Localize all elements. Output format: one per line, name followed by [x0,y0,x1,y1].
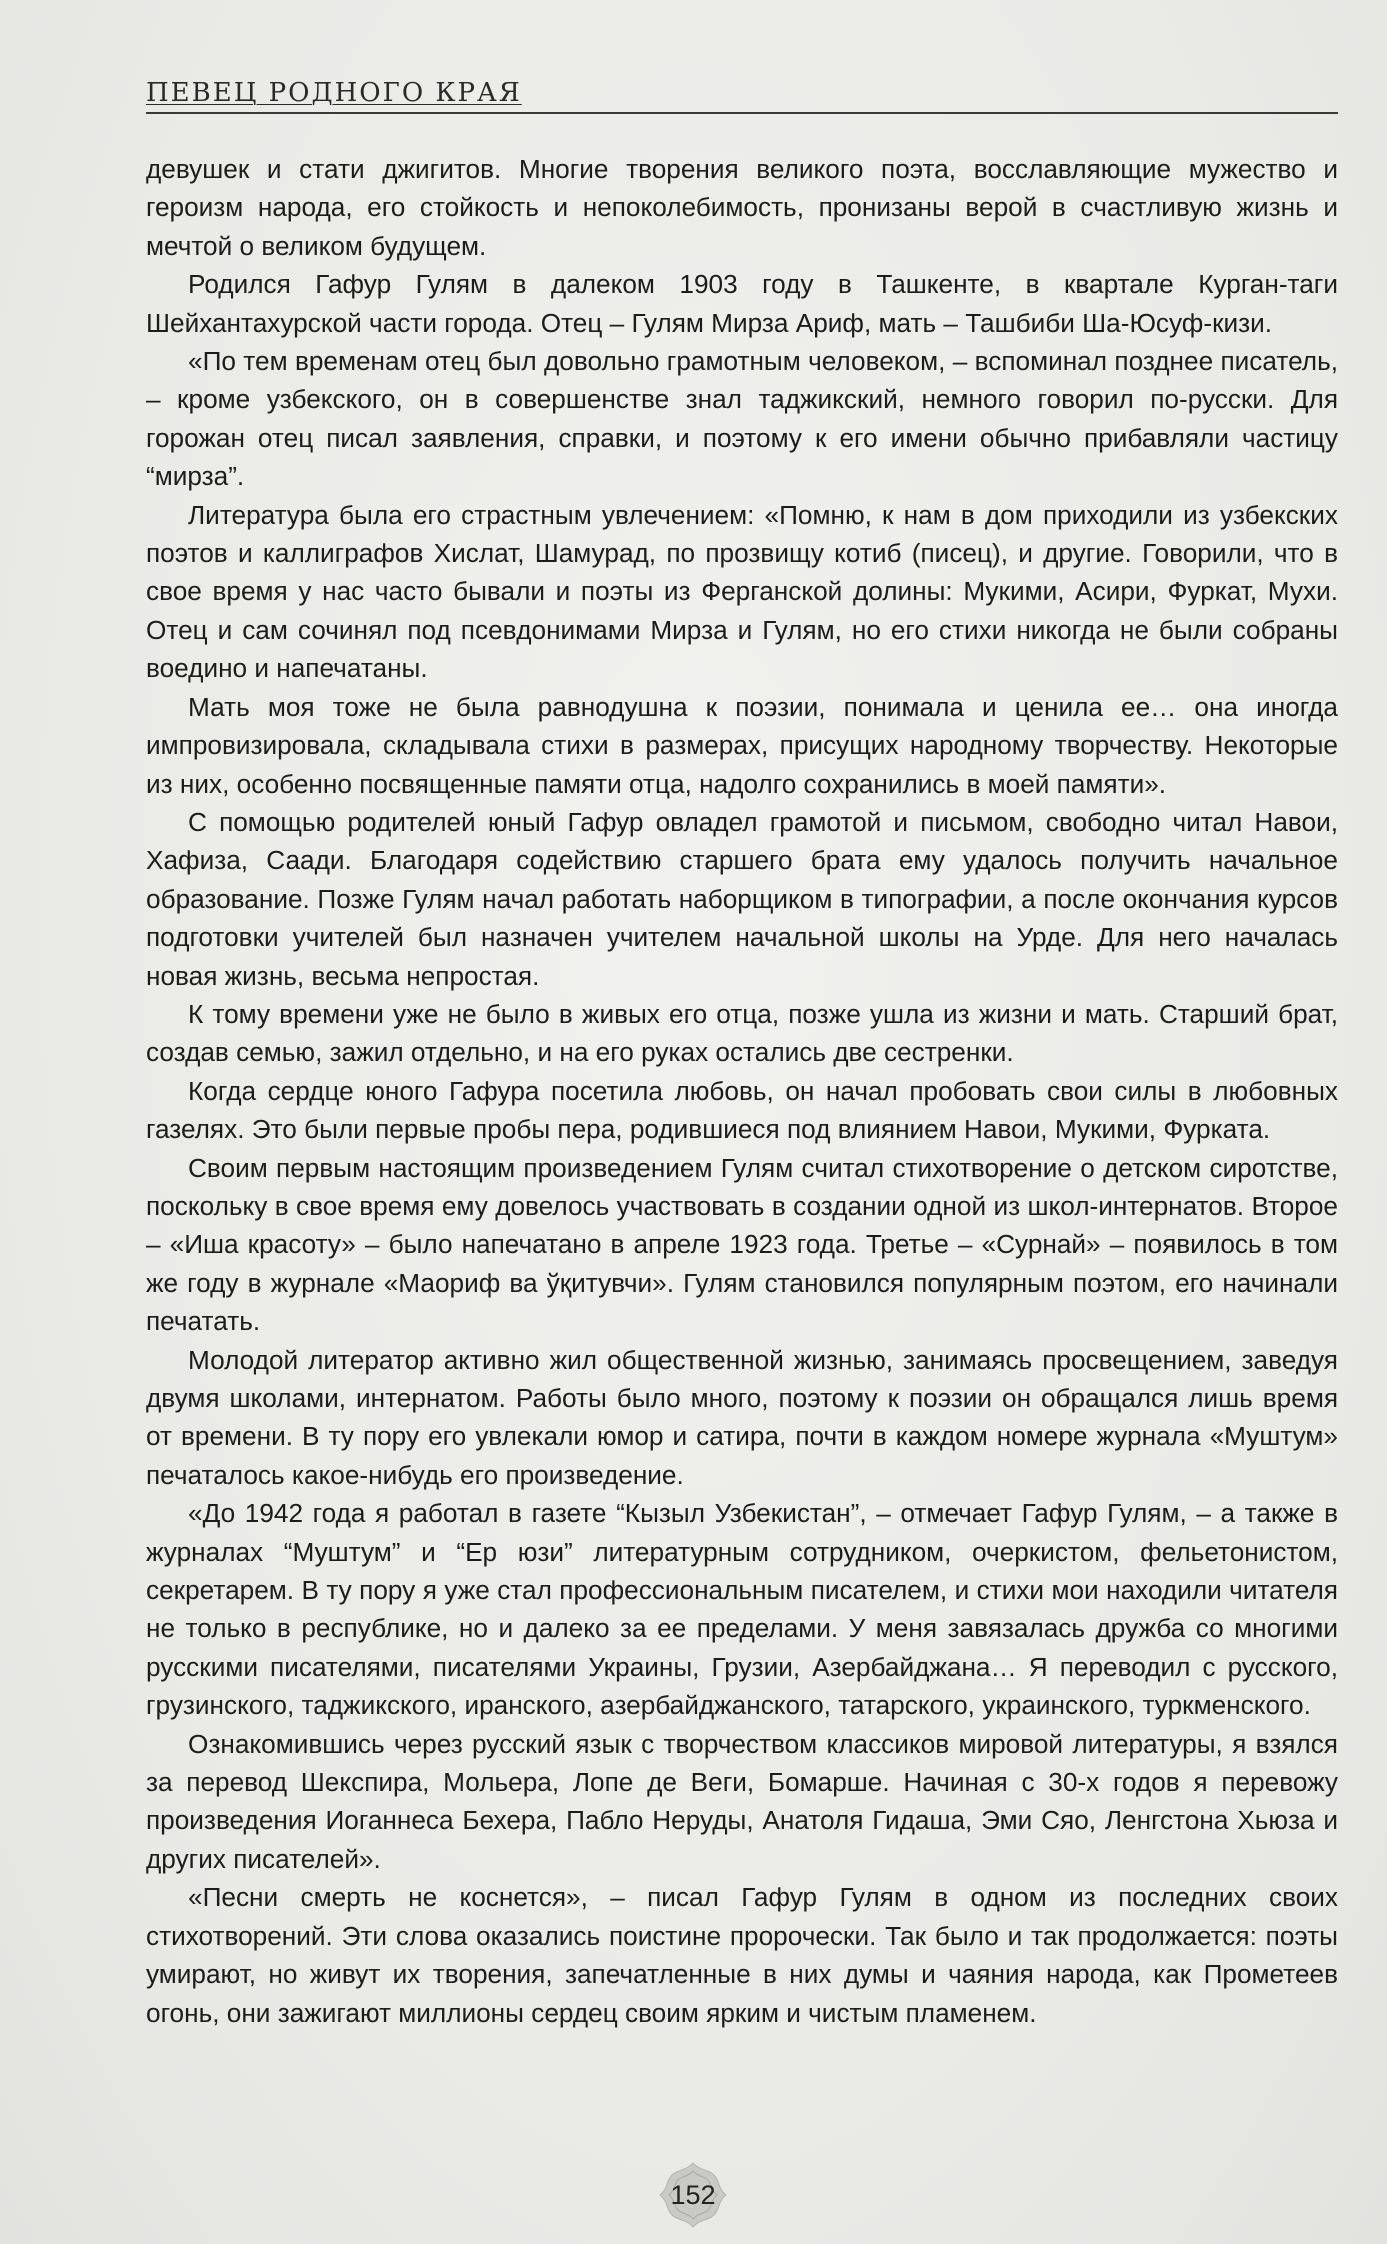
running-title: ПЕВЕЦ РОДНОГО КРАЯ [146,78,522,108]
paragraph: С помощью родителей юный Гафур овладел грамотой и письмом, свободно читал Навои, Хафиза, Саади. Благодаря содействию старшего брата ему удалось получить начальное образование. Позже Гулям начал работать наборщиком в типографии, а после окончания курсов подготовки учителей был назначен учителем начальной школы на Урде. Для него началась новая жизнь, весьма непростая. [146,806,1338,991]
paragraph: Ознакомившись через русский язык с творчеством классиков мировой литературы, я взялся за перевод Шекспира, Мольера, Лопе де Веги, Бомарше. Начиная с 30-х годов я перевожу произведения Иоганнеса Бехера, Пабло Неруды, Анатоля Гидаша, Эми Сяо, Ленгстона Хьюза и других писателей». [146,1728,1338,1874]
paragraph: Своим первым настоящим произведением Гулям считал стихотворение о детском сиротстве, поскольку в свое время ему довелось участвовать в создании одной из школ-интернатов. Второе – «Иша красоту» – было напечатано в апреле 1923 года. Третье – «Сурнай» – появилось в том же году в журнале «Маориф ва ўқитувчи». Гулям становился популярным поэтом, его начинали печатать. [146,1152,1338,1337]
paragraph: «Песни смерть не коснется», – писал Гафур Гулям в одном из последних своих стихотворений. Эти слова оказались поистине пророчески. Так было и так продолжается: поэты умирают, но живут их творения, запечатленные в них думы и чаяния народа, как Прометеев огонь, они зажигают миллионы сердец своим ярким и чистым пламенем. [146,1882,1338,2028]
body-text [146,150,1338,2032]
page-number: 152 [670,2180,716,2210]
paragraph: Родился Гафур Гулям в далеком 1903 году в Ташкенте, в квартале Курган-таги Шейхантахурской части города. Отец – Гулям Мирза Ариф, мать – Ташбиби Ша-Юсуф-кизи. [146,269,1338,338]
page-number-block [648,2161,738,2229]
paragraph: «До 1942 года я работал в газете “Кызыл Узбекистан”, – отмечает Гафур Гулям, – а также в журналах “Муштум” и “Ер юзи” литературным сотрудником, очеркистом, фельетонистом, секретарем. В ту пору я уже стал профессиональным писателем, и стихи мои находили читателя не только в республике, но и далеко за ее пределами. У меня завязалась дружба со многими русскими писателями, писателями Украины, Грузии, Азербайджана… Я переводил с русского, грузинского, таджикского, иранского, азербайджанского, татарского, украинского, туркменского. [146,1498,1338,1721]
paragraph: К тому времени уже не было в живых его отца, позже ушла из жизни и мать. Старший брат, создав семью, зажил отдельно, и на его руках остались две сестренки. [146,998,1338,1068]
paragraph: Молодой литератор активно жил общественной жизнью, занимаясь просвещением, заведуя двумя школами, интернатом. Работы было много, поэтому к поэзии он обращался лишь время от времени. В ту пору его увлекали юмор и сатира, почти в каждом номере журнала «Муштум» печаталось какое-нибудь его произведение. [146,1344,1338,1490]
running-header [146,72,1338,114]
paragraph: «По тем временам отец был довольно грамотным человеком, – вспоминал позднее писатель, – кроме узбекского, он в совершенстве знал таджикский, немного говорил по-русски. Для горожан отец писал заявления, справки, и поэтому к его имени обычно прибавляли частицу “мирза”. [146,346,1338,492]
paragraph: девушек и стати джигитов. Многие творения великого поэта, восславляющие мужество и героизм народа, его стойкость и непоколебимость, пронизаны верой в счастливую жизнь и мечтой о великом будущем. [146,154,1338,261]
paragraph: Мать моя тоже не была равнодушна к поэзии, понимала и ценила ее… она иногда импровизировала, складывала стихи в размерах, присущих народному творчеству. Некоторые из них, особенно посвященные памяти отца, надолго сохранились в моей памяти». [146,691,1338,799]
paragraph: Литература была его страстным увлечением: «Помню, к нам в дом приходили из узбекских поэтов и каллиграфов Хислат, Шамурад, по прозвищу котиб (писец), и другие. Говорили, что в свое время у нас часто бывали и поэты из Ферганской долины: Мукими, Асири, Фуркат, Мухи. Отец и сам сочинял под псевдонимами Мирза и Гулям, но его стихи никогда не были собраны воедино и напечатаны. [146,499,1338,684]
paragraph: Когда сердце юного Гафура посетила любовь, он начал пробовать свои силы в любовных газелях. Это были первые пробы пера, родившиеся под влиянием Навои, Мукими, Фурката. [146,1075,1338,1145]
